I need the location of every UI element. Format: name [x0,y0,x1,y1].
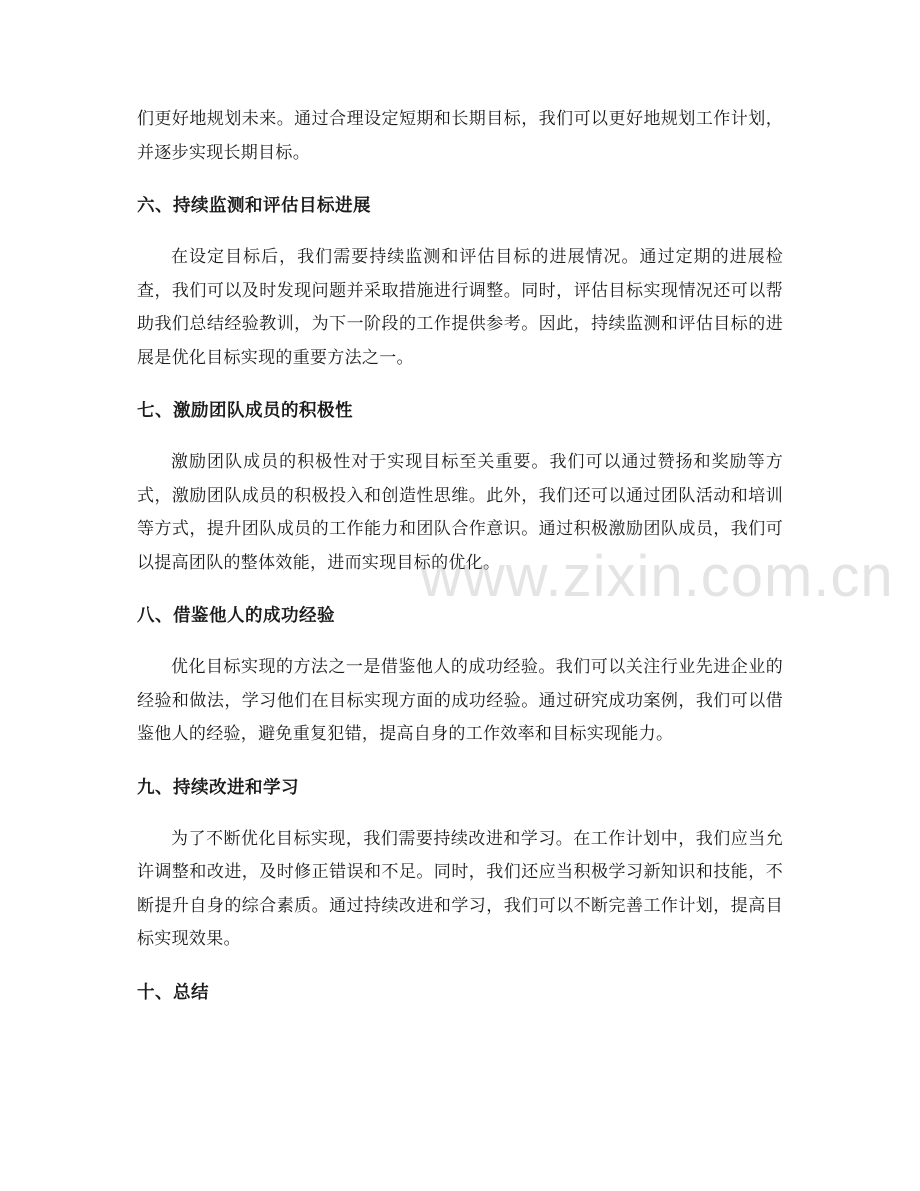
section-9-heading: 九、持续改进和学习 [137,777,299,798]
section-10-heading: 十、总结 [137,982,209,1003]
intro-paragraph: 们更好地规划未来。通过合理设定短期和长期目标，我们可以更好地规划工作计划，并逐步实现长期目标。 [137,109,783,163]
section-8-paragraph: 优化目标实现的方法之一是借鉴他人的成功经验。我们可以关注行业先进企业的经验和做法，学习他们在目标实现方面的成功经验。通过研究成功案例，我们可以借鉴他人的经验，避免重复犯错，提高自身的工作效率和目标实现能力。 [137,657,783,744]
section-7-heading: 七、激励团队成员的积极性 [137,401,353,421]
section-8-heading: 八、借鉴他人的成功经验 [137,606,335,626]
section-6-paragraph: 在设定目标后，我们需要持续监测和评估目标的进展情况。通过定期的进展检查，我们可以及时发现问题并采取措施进行调整。同时，评估目标实现情况还可以帮助我们总结经验教训，为下一阶段的工作提供参考。因此，持续监测和评估目标的进展是优化目标实现的重要方法之一。 [137,247,783,368]
section-7-paragraph: 激励团队成员的积极性对于实现目标至关重要。我们可以通过赞扬和奖励等方式，激励团队成员的积极投入和创造性思维。此外，我们还可以通过团队活动和培训等方式，提升团队成员的工作能力和团队合作意识。通过积极激励团队成员，我们可以提高团队的整体效能，进而实现目标的优化。 [137,452,783,573]
watermark: www.zixin.com.cn [420,544,894,609]
section-6-heading: 六、持续监测和评估目标进展 [137,196,371,216]
document-body [137,103,783,1010]
section-9-paragraph: 为了不断优化目标实现，我们需要持续改进和学习。在工作计划中，我们应当允许调整和改进，及时修正错误和不足。同时，我们还应当积极学习新知识和技能，不断提升自身的综合素质。通过持续改进和学习，我们可以不断完善工作计划，提高目标实现效果。 [137,828,783,949]
